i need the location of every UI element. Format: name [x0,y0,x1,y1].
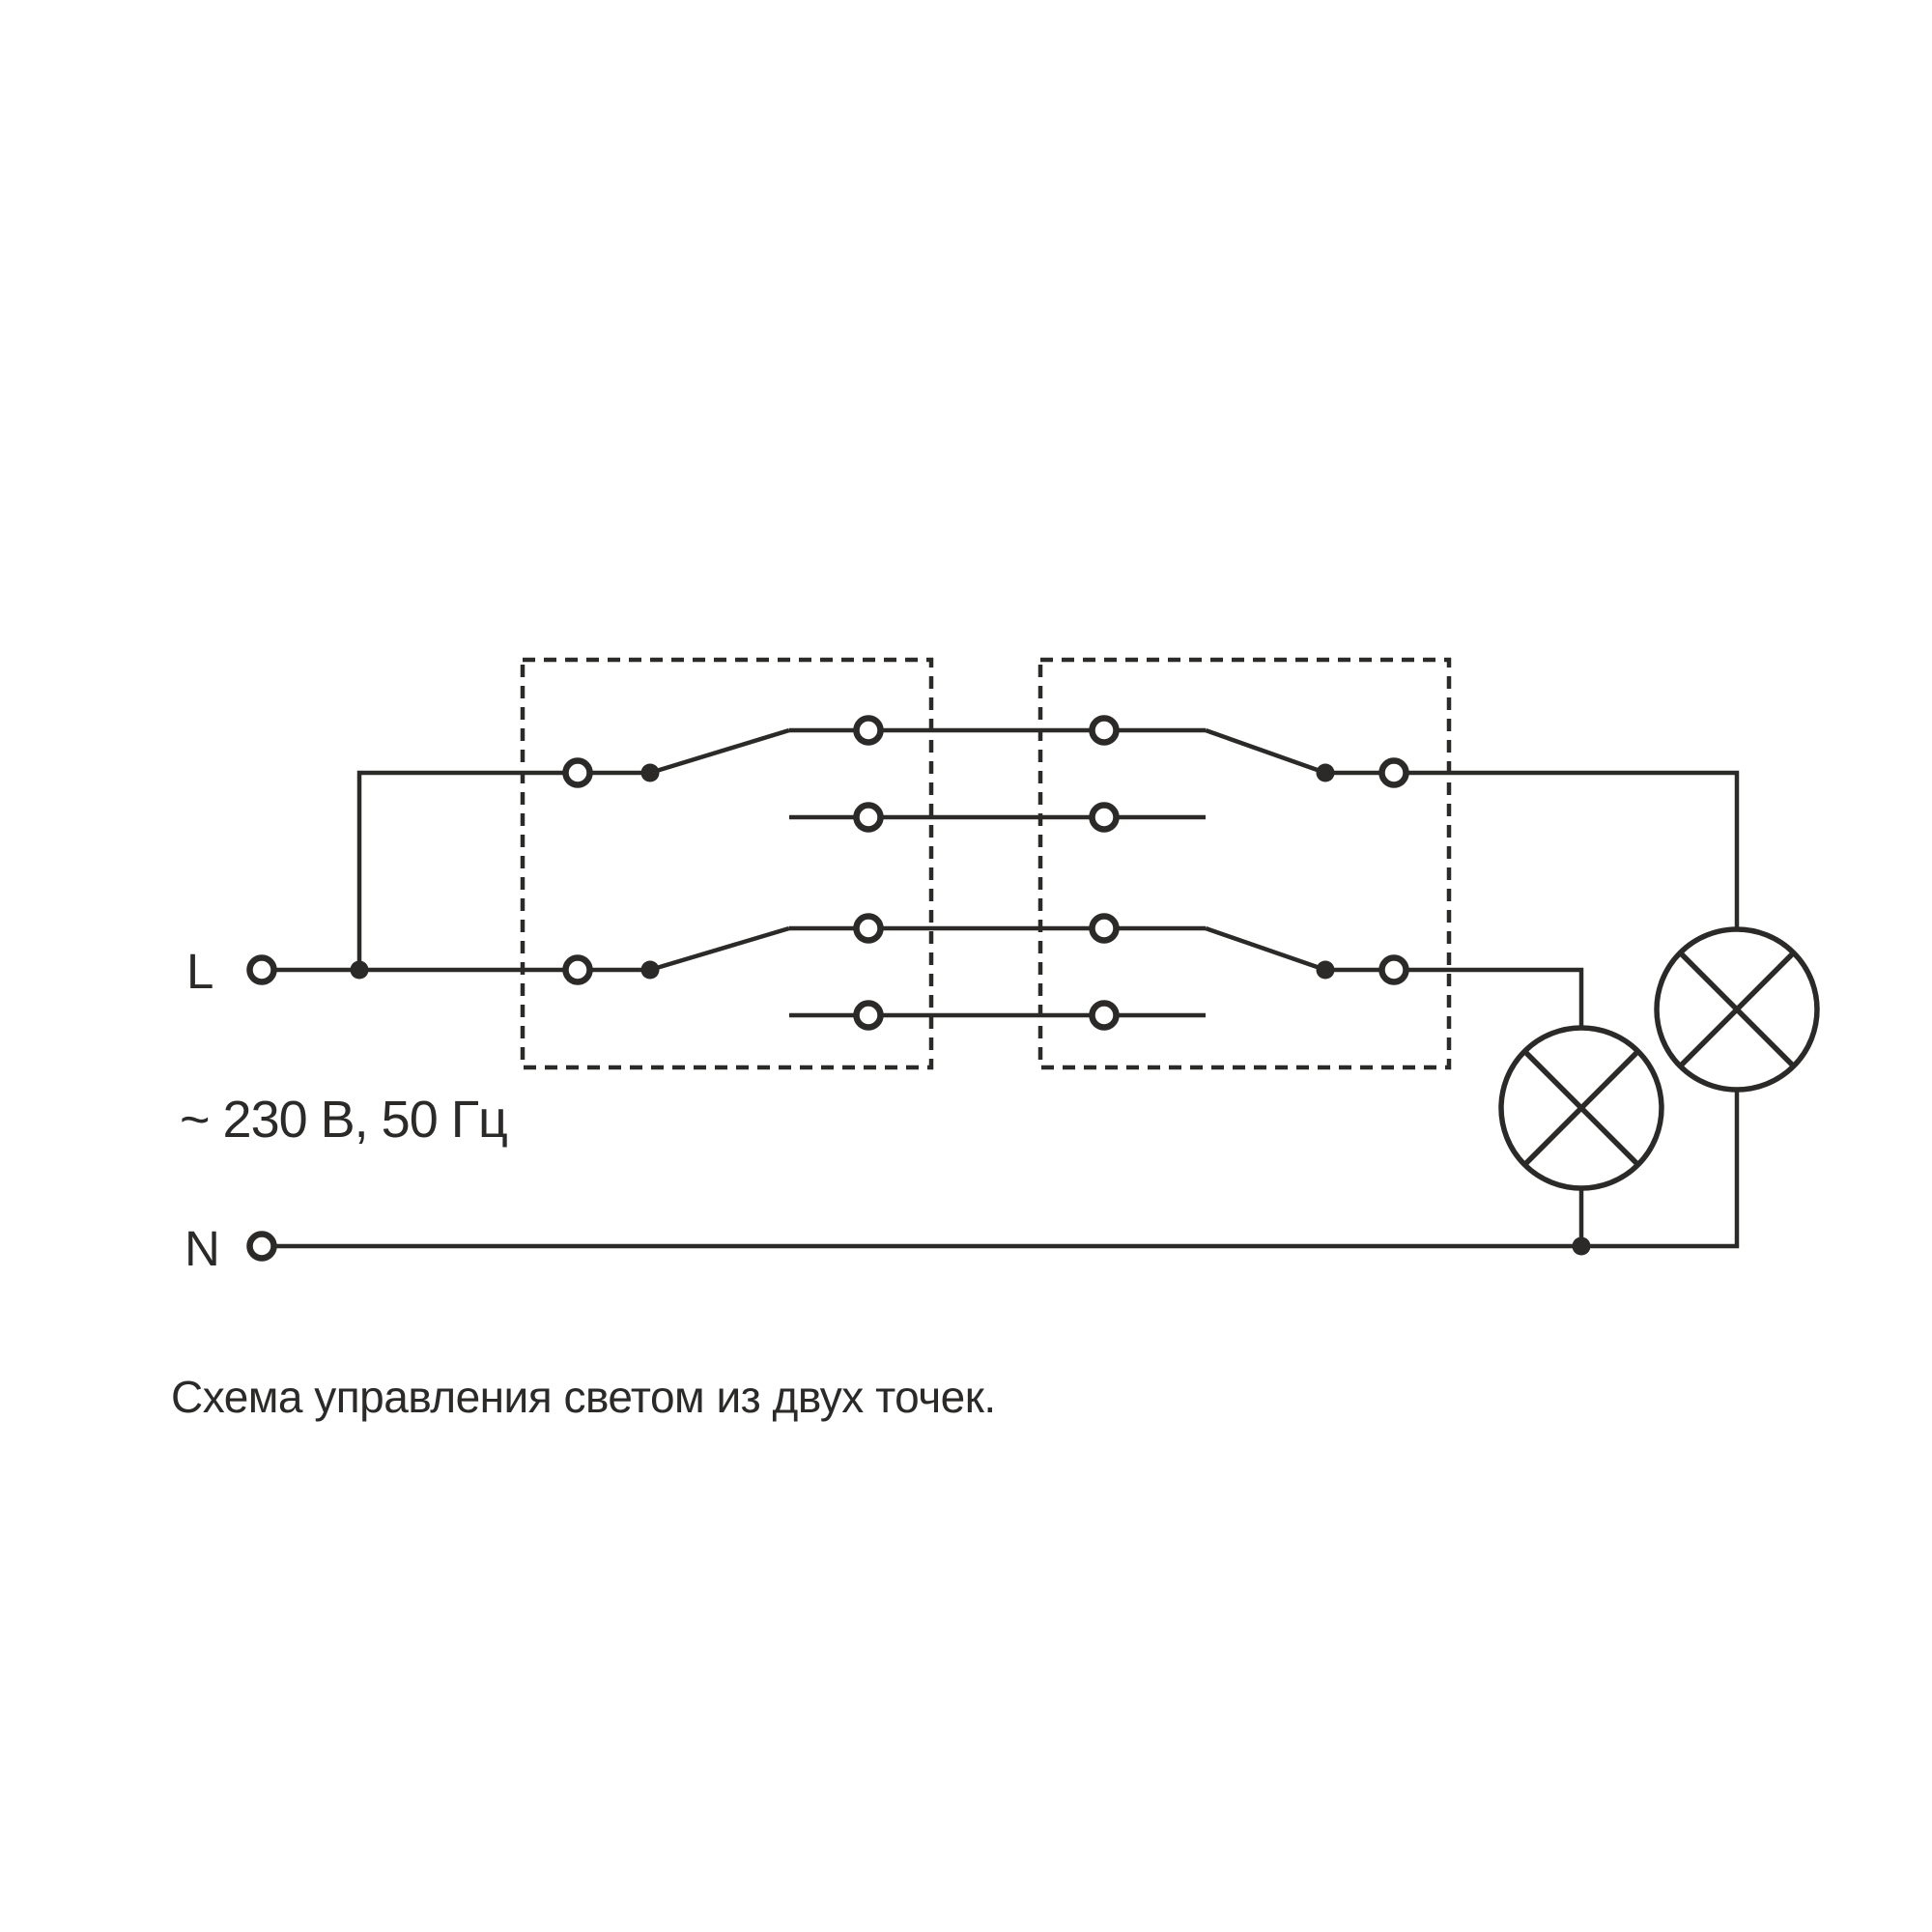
switch-1-bottom-pivot-dot [641,961,660,980]
switch-1-common-top-terminal [566,761,590,785]
line-input-terminal [250,958,274,982]
switch-2-traveler-terminal-c [1093,917,1117,941]
switch-1-bottom-arm-wire [650,928,789,970]
lamp-1-icon [1501,1028,1662,1188]
terminals [250,719,1406,1259]
switch-2-common-top-terminal [1382,761,1406,785]
lamp-2-supply-wire [1325,773,1737,929]
switch-1-traveler-terminal-d [857,1004,881,1028]
line-junction-dot [351,961,369,980]
neutral-label: N [185,1221,220,1276]
line-label: L [186,944,214,999]
wires [262,730,1737,1246]
switch-1-top-arm-wire [650,730,789,773]
switch-2-bottom-pivot-dot [1317,961,1335,980]
switch-1-top-pivot-dot [641,764,660,782]
switch-2-traveler-terminal-b [1093,806,1117,830]
switch-2-traveler-terminal-a [1093,719,1117,743]
neutral-junction-dot [1573,1237,1591,1256]
switch-2-bottom-arm-wire [1206,928,1325,970]
switch-enclosures [523,660,1449,1067]
junction-dots [351,764,1591,1256]
lamp-1-supply-wire [1325,970,1581,1028]
switch-2-common-bottom-terminal [1382,958,1406,982]
switch-2-top-arm-wire [1206,730,1325,773]
neutral-input-terminal [250,1235,274,1259]
voltage-rating-label: ~ 230 В, 50 Гц [180,1091,507,1149]
switch-1-traveler-terminal-b [857,806,881,830]
switch-1-common-bottom-terminal [566,958,590,982]
switch-1-traveler-terminal-a [857,719,881,743]
caption-text: Схема управления светом из двух точек. [171,1372,996,1422]
lamp-2-icon [1657,929,1817,1090]
switch-1-traveler-terminal-c [857,917,881,941]
switch-2-traveler-terminal-d [1093,1004,1117,1028]
switch-2-top-pivot-dot [1317,764,1335,782]
switch-1-top-feed-wire [359,773,650,970]
